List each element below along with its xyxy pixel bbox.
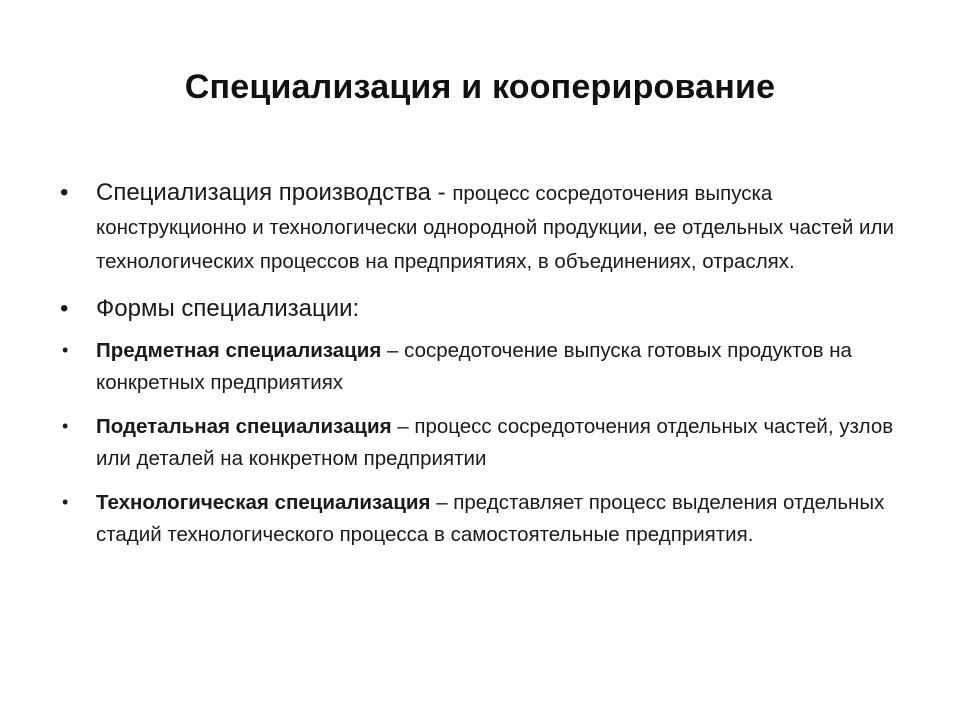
bullet-lead: Специализация производства - [96,179,453,206]
slide-title: Специализация и кооперирование [184,68,776,106]
bullet-dot-icon: • [60,295,69,322]
bullet-text: – сосредоточение выпуска готовых продуктов на конкретных предприятиях [96,339,852,394]
bullet-text: – представляет процесс выделения отдельных стадий технологического процесса в самостоятельные предприятия. [96,491,885,546]
bullet-item-specialization [60,176,910,278]
bullet-term: Подетальная специализация [96,415,392,438]
bullet-dot-icon: • [62,340,69,360]
bullet-item-technological-specialization [60,487,910,551]
bullet-list [60,176,910,551]
bullet-text: – процесс сосредоточения отдельных частей, узлов или деталей на конкретном предприятии [96,415,894,470]
bullet-item-subject-specialization [60,335,910,399]
bullet-item-forms [60,292,910,325]
bullet-item-detail-specialization [60,411,910,475]
bullet-term: Предметная специализация [96,339,382,362]
bullet-dot-icon: • [62,416,69,436]
bullet-dot-icon: • [62,492,69,512]
bullet-term: Технологическая специализация [96,491,431,514]
bullet-text: Формы специализации: [96,295,360,322]
bullet-text: процесс сосредоточения выпуска конструкционно и технологически однородной продукции, ее отдельных частей или технологических процессов на предприятиях, в объединениях, отраслях. [96,182,894,273]
bullet-dot-icon: • [60,179,69,206]
